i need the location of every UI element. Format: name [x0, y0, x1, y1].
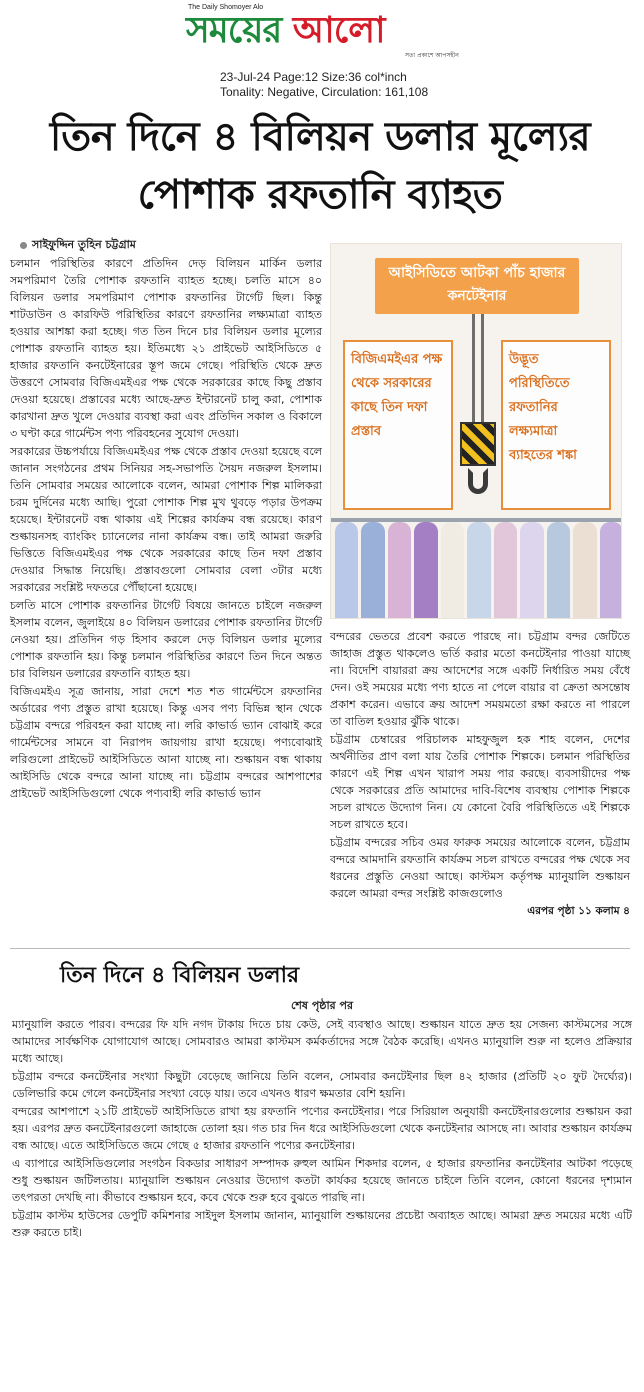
infographic-left-box: বিজিএমইএর পক্ষ থেকে সরকারের কাছে তিন দফা প্রস্তাব — [343, 340, 453, 510]
infographic-container-crane — [330, 243, 622, 619]
bullet-icon — [20, 242, 27, 249]
article-left-column — [10, 255, 322, 803]
paper-english-name: The Daily Shomoyer Alo — [188, 4, 264, 11]
logo-word-2: আলো — [292, 10, 385, 51]
crane-hook-icon — [468, 468, 488, 494]
paragraph: চট্টগ্রাম বন্দরের সচিব ওমর ফারুক সময়ের আলোকে বলেন, চট্টগ্রাম বন্দরে আমদানি রফতানি কার্যক্রম সচল রাখতে বন্দরের পক্ষ থেকে সব ধরনের প্রস্তুতি নেওয়া আছে। কাস্টমস কর্তৃপক্ষ ম্যানুয়ালি শুল্কায়ন করলে আমরা বন্দর সংশ্লিষ্ট কাজগুলোও — [330, 836, 630, 900]
continuation-kicker: শেষ পৃষ্ঠার পর — [290, 999, 354, 1012]
paragraph: চলতি মাসে পোশাক রফতানির টার্গেট বিষয়ে জানতে চাইলে নজরুল ইসলাম বলেন, জুলাইয়ে ৪০ বিলিয়ন ডলারের পোশাক রফতানির টার্গেট নেওয়া হয়। প্রতিদিন গড় হিসাব করলে দেড় বিলিয়ন ডলার মূল্যের পোশাক রফতানি হয়। কিন্তু চলমান পরিস্থিতির কারণে তিন দিনে অন্তত চার বিলিয়ন ডলারের রফতানি ব্যাহত হয়। — [10, 599, 322, 680]
paragraph: এ ব্যাপারে আইসিডিগুলোর সংগঠন বিকডার সাধারণ সম্পাদক রুহুল আমিন শিকদার বলেন, ৫ হাজার রফতানির কনটেইনার আটকা পড়েছে শুধু শুল্কায়ন জটিলতায়। ম্যানুয়ালি শুল্কায়ন নেওয়ার উদ্যোগ কতটা কার্যকর হয়েছে জানতে চাইলে তিনি বলেন, কোনো ধরনের দৃশ্যমান তৎপরতা দেখছি না। কীভাবে শুল্কায়ন হবে, কবে থেকে শুরু হবে বুঝতে পারছি না। — [12, 1157, 632, 1204]
article-headline — [10, 108, 630, 224]
continuation-body — [12, 1016, 632, 1242]
section-divider — [10, 948, 630, 949]
continuation-note: এরপর পৃষ্ঠা ১১ কলাম ৪ — [527, 905, 630, 917]
infographic-banner: আইসিডিতে আটকা পাঁচ হাজার কনটেইনার — [375, 258, 579, 314]
shirt-icon — [414, 522, 437, 619]
crane-block-icon — [460, 422, 496, 466]
paragraph: বন্দরের আশপাশে ২১টি প্রাইভেট আইসিডিতে রাখা হয় রফতানি পণ্যের কনটেইনার। পরে সিরিয়াল অনুযায়ী কনটেইনারগুলোর শুল্কায়ন করা হয়। এরপর দ্রুত কনটেইনারগুলো জাহাজে তোলা হয়। গত চার দিন ধরে আইসিডিগুলো থেকে কনটেইনার আসছে না। আবার শুল্কায়ন কার্যক্রম বন্ধ আছে। এতে আইসিডিতে জমে গেছে ৫ হাজার রফতানি পণ্যের কনটেইনার। — [12, 1105, 632, 1152]
clip-metadata — [220, 70, 428, 100]
shirt-icon — [573, 522, 596, 619]
paragraph: সরকারের উচ্চপর্যায়ে বিজিএমইএর পক্ষ থেকে প্রস্তাব দেওয়া হয়েছে বলে জানান সংগঠনের প্রথম সিনিয়র সহ-সভাপতি সৈয়দ নজরুল ইসলাম। তিনি সোমবার সময়ের আলোকে বলেন, আমরা পোশাক শিল্প মালিকরা চরম দুর্দিনের মধ্যে আছি। পুরো পোশাক শিল্প মুখ থুবড়ে পড়ার উপক্রম হয়েছে। ইন্টারনেট বন্ধ থাকায় এই শিল্পের কার্যক্রম বন্ধ রয়েছে। কারণ শুল্কায়নসহ ব্যাংকিং চ্যানেলের নানা কার্যক্রম বন্ধ। তাই আমরা জরুরি ভিত্তিতে বিজিএমইএর পক্ষ থেকে সরকারের কাছে তিন দফা প্রস্তাব দেওয়ার সিদ্ধান্ত নিয়েছি। প্রস্তাবগুলো সোমবার বেলা ৩টার মধ্যে সরকারের সংশ্লিষ্ট দফতরে পৌঁছানো হয়েছে। — [10, 445, 322, 594]
paragraph: ম্যানুয়ালি করতে পারব। বন্দরের ফি যদি নগদ টাকায় দিতে চায় কেউ, সেই ব্যবস্থাও আছে। শুল্কায়ন যাতে দ্রুত হয় সেজন্য কাস্টমসের সঙ্গে আমাদের সার্বক্ষণিক যোগাযোগ আছে। সোমবারও আমরা কাস্টমস কর্মকর্তাদের সঙ্গে বৈঠক করেছি। এখনও ম্যানুয়ালি শুরু না হলেও প্রক্রিয়ার মধ্যে আছে। — [12, 1018, 632, 1065]
shirt-icon — [441, 522, 464, 619]
logo-tagline: সত্য প্রকাশে আপসহীন — [405, 52, 459, 59]
shirt-icon — [494, 522, 517, 619]
paragraph: বন্দরের ভেতরে প্রবেশ করতে পারছে না। চট্টগ্রাম বন্দর জেটিতে জাহাজ প্রস্তুত থাকলেও ভর্তি করার মতো কনটেইনার পাওয়া যাচ্ছে না। বিদেশি বায়াররা ক্রয় আদেশের সঙ্গে একটি নির্ধারিত সময় বেঁধে দেন। ওই সময়ের মধ্যে পণ্য হাতে না পেলে বায়ার বা ক্রেতা অসন্তোষ প্রকাশ করেন। এভাবে ক্রয় আদেশ সময়মতো রক্ষা করতে না পারলে তা বাতিল হওয়ার ঝুঁকি থাকে। — [330, 630, 630, 728]
byline — [20, 236, 136, 255]
meta-line-1: 23-Jul-24 Page:12 Size:36 col*inch — [220, 70, 407, 84]
shirt-icon — [600, 522, 622, 619]
shirt-icon — [335, 522, 358, 619]
shirt-icon — [388, 522, 411, 619]
continuation-headline: তিন দিনে ৪ বিলিয়ন ডলার — [60, 963, 300, 988]
byline-text: সাইফুদ্দিন তুহিন চট্টগ্রাম — [32, 238, 136, 251]
headline-line-2: পোশাক রফতানি ব্যাহত — [137, 172, 503, 218]
paragraph: চলমান পরিস্থিতির কারণে প্রতিদিন দেড় বিলিয়ন মার্কিন ডলার সমপরিমাণ তৈরি পোশাক রফতানি ব্যাহত হচ্ছে। চলতি মাসে ৪০ বিলিয়ন ডলার সমপরিমাণ পোশাক রফতানির টার্গেট ছিল। কিন্তু শাটডাউন ও কারফিউ পরিস্থিতির কারণে রফতানির লক্ষ্যমাত্রা ব্যাহত হওয়ার আশঙ্কা করা হচ্ছে। গত তিন দিনে চার বিলিয়ন ডলার মূল্যের পোশাক রফতানি ব্যাহত হয়। ইতিমধ্যে ২১ প্রাইভেট আইসিডিতে ৫ হাজার রফতানি কনটেইনারের স্তূপ জমে গেছে। পরিস্থিতি থেকে দ্রুত উত্তরণে সোমবার বিজিএমইএর পক্ষ থেকে সরকারের কাছে কিছু প্রস্তাব দেওয়া হয়েছে। প্রস্তাবের মধ্যে আছে-দ্রুত ইন্টারনেট চালু করা, পোশাক কারখানা দ্রুত খুলে দেওয়ার ব্যবস্থা করা এবং প্রতিদিন সকাল ও বিকালে ৩ ঘণ্টা করে গার্মেন্টস পণ্য পরিবহনের সুযোগ দেওয়া। — [10, 257, 322, 440]
paragraph: বিজিএমইএ সূত্র জানায়, সারা দেশে শত শত গার্মেন্টসে রফতানির অর্ডারের পণ্য প্রস্তুত রাখা হয়েছে। কিন্তু এসব পণ্য বিভিন্ন স্থান থেকে চট্টগ্রাম বন্দরে পরিবহন করা যাচ্ছে না। লরি কাভার্ড ভ্যান বোঝাই করে গার্মেন্টসের সামনে বা নিরাপদ জায়গায় রাখা হয়েছে। পণ্যবোঝাই লরিগুলো প্রাইভেট আইসিডিতে আনা যাচ্ছে না। শুল্কায়ন বন্ধ থাকায় আইসিডি থেকে বন্দরে আনা যাচ্ছে না। চট্টগ্রাম বন্দরের আশপাশের প্রাইভেট আইসিডিগুলো থেকে পণ্যবাহী লরি কাভার্ড ভ্যান — [10, 685, 322, 800]
paragraph: চট্টগ্রাম চেম্বারের পরিচালক মাহফুজুল হক শাহ বলেন, দেশের অর্থনীতির প্রাণ বলা যায় তৈরি পোশাক শিল্পকে। চলমান পরিস্থিতির কারণে এই শিল্প এখন খারাপ সময় পার করছে। ব্যবসায়ীদের পক্ষ থেকে সরকারের প্রতি আমাদের দাবি-বিশেষ ব্যবস্থায় পোশাক শিল্পকে সচল রাখতে উদ্যোগ নিন। যে কোনো বৈরি পরিস্থিতিতে এই শিল্পকে সচল রাখতে হবে। — [330, 733, 630, 831]
shirt-icon — [361, 522, 384, 619]
paragraph: চট্টগ্রাম বন্দরে কনটেইনার সংখ্যা কিছুটা বেড়েছে জানিয়ে তিনি বলেন, সোমবার কনটেইনার ছিল ৪২ হাজার (প্রতিটি ২০ ফুট দৈর্ঘ্যের)। ডেলিভারি কমে গেলে কনটেইনার সংখ্যা বেড়ে যায়। তবে এখনও ধারণ ক্ষমতার বেশি হয়নি। — [12, 1070, 632, 1100]
logo-word-1: সময়ের — [186, 10, 282, 51]
paragraph: চট্টগ্রাম কাস্টম হাউসের ডেপুটি কমিশনার সাইদুল ইসলাম জানান, ম্যানুয়ালি শুল্কায়নের প্রচেষ্টা অব্যাহত আছে। আমরা দ্রুত সময়ের মধ্যে এটি শুরু করতে চাই। — [12, 1209, 632, 1239]
hanging-shirts — [331, 522, 622, 619]
shirt-icon — [547, 522, 570, 619]
meta-line-2: Tonality: Negative, Circulation: 161,108 — [220, 85, 429, 99]
shirt-icon — [520, 522, 543, 619]
masthead — [0, 0, 644, 66]
article-right-column — [330, 628, 630, 920]
headline-line-1: তিন দিনে ৪ বিলিয়ন ডলার মূল্যের — [49, 114, 591, 160]
infographic-right-box: উদ্ভূত পরিস্থিতিতে রফতানির লক্ষ্যমাত্রা ব্যাহতের শঙ্কা — [501, 340, 611, 510]
shirt-icon — [467, 522, 490, 619]
